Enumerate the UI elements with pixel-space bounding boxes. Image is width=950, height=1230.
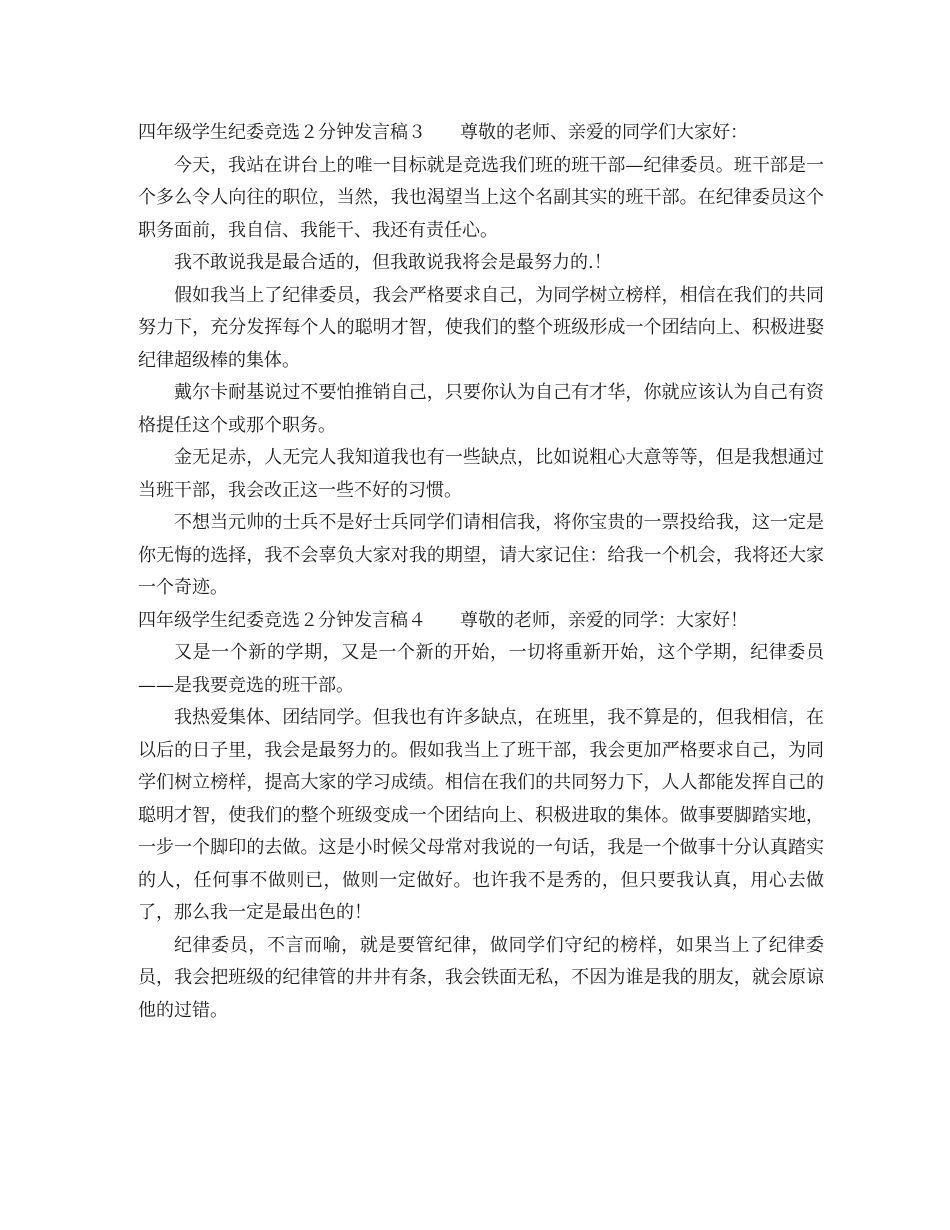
paragraph: 我热爱集体、团结同学。但我也有许多缺点，在班里，我不算是的，但我相信，在以后的日子里，我会是最努力的。假如我当上了班干部，我会更加严格要求自己，为同学们树立榜样，提高大家的学习成绩。相信在我们的共同努力下，人人都能发挥自己的聪明才智，使我们的整个班级变成一个团结向上、积极进取的集体。做事要脚踏实地，一步一个脚印的去做。这是小时候父母常对我说的一句话，我是一个做事十分认真踏实的人，任何事不做则已，做则一定做好。也许我不是秀的，但只要我认真，用心去做了，那么我一定是最出色的！ (138, 707, 824, 923)
paragraph: 又是一个新的学期，又是一个新的开始，一切将重新开始，这个学期，纪律委员——是我要竞选的班干部。 (138, 642, 824, 696)
section-heading (138, 117, 824, 150)
section-greeting: 尊敬的老师，亲爱的同学：大家好！ (460, 609, 748, 631)
paragraph: 金无足赤，人无完人我知道我也有一些缺点，比如说粗心大意等等，但是我想通过当班干部，我会改正这一些不好的习惯。 (138, 447, 824, 501)
paragraph: 不想当元帅的士兵不是好士兵同学们请相信我，将你宝贵的一票投给我，这一定是你无悔的选择，我不会辜负大家对我的期望，请大家记住：给我一个机会，我将还大家一个奇迹。 (138, 512, 824, 598)
section-title: 四年级学生纪委竞选２分钟发言稿３ (138, 122, 426, 143)
document-body (138, 117, 824, 1027)
section-heading (138, 605, 824, 638)
section-title: 四年级学生纪委竞选２分钟发言稿４ (138, 609, 426, 631)
paragraph: 戴尔卡耐基说过不要怕推销自己，只要你认为自己有才华，你就应该认为自己有资格提任这个或那个职务。 (138, 382, 824, 436)
paragraph: 今天，我站在讲台上的唯一目标就是竞选我们班的班干部—纪律委员。班干部是一个多么令人向往的职位，当然，我也渴望当上这个名副其实的班干部。在纪律委员这个职务面前，我自信、我能干、我还有责任心。 (138, 154, 824, 241)
section-greeting: 尊敬的老师、亲爱的同学们大家好： (460, 122, 748, 143)
paragraph: 纪律委员，不言而喻，就是要管纪律，做同学们守纪的榜样，如果当上了纪律委员，我会把班级的纪律管的井井有条，我会铁面无私，不因为谁是我的朋友，就会原谅他的过错。 (138, 934, 824, 1021)
paragraph: 我不敢说我是最合适的，但我敢说我将会是最努力的.！ (174, 252, 612, 273)
paragraph: 假如我当上了纪律委员，我会严格要求自己，为同学树立榜样，相信在我们的共同努力下，充分发挥每个人的聪明才智，使我们的整个班级形成一个团结向上、积极进娶纪律超级棒的集体。 (138, 284, 824, 371)
